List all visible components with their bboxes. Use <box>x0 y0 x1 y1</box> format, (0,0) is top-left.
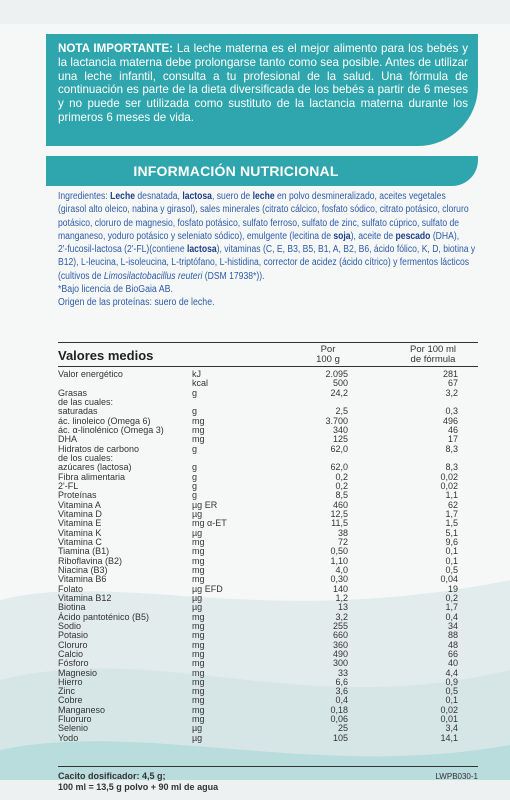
value-per-100g: 13 <box>337 602 348 613</box>
value-per-100ml: 1,5 <box>445 518 458 529</box>
nutrient-name: Cobre <box>58 695 83 706</box>
nutrient-unit: mg <box>192 686 205 697</box>
nutrient-unit: g <box>192 471 198 482</box>
value-per-100g: 2.095 <box>325 369 348 379</box>
table-row <box>58 379 478 388</box>
ingredients-segment: 2'-fucosil-lactosa (2'-FL)(contiene <box>58 244 187 256</box>
value-per-100ml: 0,1 <box>445 546 458 557</box>
nutrient-name: Fósforo <box>58 658 89 669</box>
nutrient-name: Vitamina K <box>58 527 102 538</box>
nutrient-name: de las cuales: <box>58 396 114 407</box>
important-notice-text <box>58 42 468 125</box>
nutrient-name: Proteínas <box>58 490 97 501</box>
nutrient-unit: g <box>192 490 198 501</box>
value-per-100g: 25 <box>337 723 348 734</box>
value-per-100ml: 67 <box>447 378 458 389</box>
value-per-100g: 255 <box>332 620 348 631</box>
ingredients-segment: (DSM 17938*)). <box>202 270 265 282</box>
ingredients-segment: manganeso, yoduro potásico y seleniato sódico), emulgente (lecitina de <box>58 230 334 242</box>
value-per-100ml: 66 <box>447 648 458 659</box>
nutrient-unit: µg <box>192 602 203 613</box>
table-row <box>58 622 478 631</box>
value-per-100ml: 0,1 <box>445 695 458 706</box>
notice-body: La leche materna es el mejor alimento para los bebés y la lactancia materna debe prolongarse tanto como sea posible. Antes de utilizar una leche infantil, consulta a tu profesional de la salud. Una fórmula de continuación es parte de la dieta diversificada de los bebés a partir de 6 meses y no puede ser utilizada como sustituto de la lactancia materna durante los primeros 6 meses de vida. <box>58 42 468 124</box>
col-per-100g-header <box>298 345 358 365</box>
table-top-rule <box>58 342 478 343</box>
preparation-note: 100 ml = 13,5 g polvo + 90 ml de agua <box>58 782 219 792</box>
table-row <box>58 557 478 566</box>
table-row <box>58 678 478 687</box>
value-per-100ml: 0,3 <box>445 406 458 417</box>
nutrient-name: Vitamina B6 <box>58 574 107 585</box>
ingredients-segment: Limosilactobacillus reuteri <box>103 270 203 282</box>
nutrient-unit: g <box>192 443 198 454</box>
value-per-100g: 0,30 <box>330 574 348 585</box>
nutrient-unit: mg <box>192 424 205 435</box>
license-note: *Bajo licencia de BioGaia AB. <box>58 284 173 295</box>
value-per-100g: 8,5 <box>335 490 348 501</box>
ingredients-segment: ), vitaminas (C, E, B3, B5, B1, A, B2, B6, ácido fólico, K, D, biotina y <box>216 244 476 256</box>
value-per-100g: 0,4 <box>335 695 348 706</box>
value-per-100g: 660 <box>332 630 348 641</box>
table-body <box>58 370 478 743</box>
value-per-100ml: 0,9 <box>445 676 458 687</box>
value-per-100g: 33 <box>337 667 348 678</box>
value-per-100g: 38 <box>337 527 348 538</box>
value-per-100ml: 8,3 <box>445 443 458 454</box>
allergen-highlight: pescado <box>395 230 431 242</box>
section-title-bar <box>46 156 478 186</box>
nutrient-unit: mg <box>192 658 205 669</box>
nutrient-unit: mg <box>192 695 205 706</box>
nutrient-unit: mg α-ET <box>192 518 227 529</box>
table-header-rule <box>58 366 478 367</box>
nutrient-unit: g <box>192 387 198 398</box>
nutrient-unit: µg EFD <box>192 583 223 594</box>
value-per-100ml: 5,1 <box>445 527 458 538</box>
nutrient-unit: mg <box>192 630 205 641</box>
value-per-100ml: 281 <box>442 369 458 379</box>
ingredients-line <box>58 203 478 216</box>
nutrient-unit: mg <box>192 555 205 566</box>
nutrient-name: Vitamina A <box>58 499 101 510</box>
nutrient-unit: g <box>192 480 198 491</box>
ingredients-line <box>58 190 478 203</box>
ingredients-segment: (girasol alto oleico, nabina y girasol), sales minerales (citrato cálcico, fosfato sódico, citrato potásico, cloruro <box>58 204 469 216</box>
ingredients-line <box>58 256 478 269</box>
value-per-100ml: 1,7 <box>445 602 458 613</box>
value-per-100g: 500 <box>332 378 348 389</box>
nutrient-unit: kJ <box>192 369 201 379</box>
nutrient-unit: g <box>192 462 198 473</box>
important-notice-box <box>46 34 478 146</box>
table-row <box>58 613 478 622</box>
table-row <box>58 426 478 435</box>
nutrient-name: Vitamina E <box>58 518 102 529</box>
ingredients-text <box>58 190 478 283</box>
value-per-100ml: 34 <box>447 620 458 631</box>
table-row <box>58 659 478 668</box>
value-per-100ml: 1,1 <box>445 490 458 501</box>
ingredients-segment: desnatada, <box>134 191 183 202</box>
value-per-100g: 4,0 <box>335 564 348 575</box>
value-per-100ml: 1,7 <box>445 508 458 519</box>
nutrient-name: de los cuales: <box>58 452 114 463</box>
nutrient-name: Ácido pantoténico (B5) <box>58 611 150 622</box>
nutrient-unit: µg <box>192 723 203 734</box>
value-per-100ml: 9,6 <box>445 536 458 547</box>
nutrient-unit: mg <box>192 434 205 445</box>
value-per-100ml: 14,1 <box>440 732 458 743</box>
table-title: Valores medios <box>58 348 154 363</box>
value-per-100ml: 4,4 <box>445 667 458 678</box>
value-per-100g: 2,5 <box>335 406 348 417</box>
table-row <box>58 566 478 575</box>
nutrient-unit: mg <box>192 574 205 585</box>
nutrient-name: Fluoruro <box>58 714 92 725</box>
value-per-100g: 0,2 <box>335 471 348 482</box>
nutrient-name: Fibra alimentaria <box>58 471 126 482</box>
value-per-100g: 62,0 <box>330 443 348 454</box>
ingredients-segment: B12), L-leucina, L-isoleucina, L-triptófano, L-histidina, corrector de acidez (ácido cítrico) y fermentos lácticos <box>58 257 470 269</box>
col-per-100g-header-line: Por <box>320 344 336 355</box>
value-per-100ml: 0,1 <box>445 555 458 566</box>
nutrient-name: saturadas <box>58 406 98 417</box>
table-row <box>58 631 478 640</box>
value-per-100ml: 8,3 <box>445 462 458 473</box>
value-per-100ml: 3,2 <box>445 387 458 398</box>
value-per-100g: 11,5 <box>331 518 348 529</box>
nutrient-name: Cloruro <box>58 639 88 650</box>
value-per-100ml: 17 <box>447 434 458 445</box>
table-row <box>58 529 478 538</box>
ingredients-line <box>58 243 478 256</box>
ingredients-segment: Ingredientes: <box>58 191 111 202</box>
value-per-100ml: 62 <box>447 499 458 510</box>
allergen-highlight: Leche <box>110 191 135 202</box>
table-row <box>58 706 478 715</box>
product-code: LWPB030-1 <box>435 772 478 781</box>
col-per-100ml-header-line: de fórmula <box>410 354 456 365</box>
table-row <box>58 445 478 454</box>
value-per-100g: 24,2 <box>330 387 348 398</box>
nutrient-unit: kcal <box>192 378 209 389</box>
value-per-100g: 490 <box>332 648 348 659</box>
ingredients-segment: , suero de <box>211 191 253 202</box>
nutrient-name: Hierro <box>58 676 83 687</box>
protein-origin: Origen de las proteínas: suero de leche. <box>58 297 215 308</box>
table-row <box>58 389 478 398</box>
package-top-edge <box>0 0 510 24</box>
nutrient-name: Potasio <box>58 630 89 641</box>
nutrient-name: ác. linoleico (Omega 6) <box>58 415 151 426</box>
nutrient-unit: mg <box>192 648 205 659</box>
value-per-100ml: 46 <box>447 424 458 435</box>
nutrient-name: Vitamina B12 <box>58 592 112 603</box>
nutrient-name: Magnesio <box>58 667 98 678</box>
value-per-100ml: 0,5 <box>445 564 458 575</box>
value-per-100g: 460 <box>332 499 348 510</box>
table-row <box>58 538 478 547</box>
ingredients-line <box>58 217 478 230</box>
value-per-100g: 300 <box>332 658 348 669</box>
ingredients-line <box>58 230 478 243</box>
nutrient-unit: mg <box>192 611 205 622</box>
table-row <box>58 641 478 650</box>
nutrient-name: DHA <box>58 434 78 445</box>
col-per-100ml-header-line: Por 100 ml <box>410 344 456 355</box>
nutrient-name: Folato <box>58 583 84 594</box>
allergen-highlight: lactosa <box>187 244 217 256</box>
nutrient-unit: mg <box>192 676 205 687</box>
nutrient-unit: mg <box>192 714 205 725</box>
nutrient-unit: µg <box>192 732 203 743</box>
value-per-100ml: 48 <box>447 639 458 650</box>
nutrient-name: Grasas <box>58 387 88 398</box>
nutrient-unit: mg <box>192 667 205 678</box>
table-row <box>58 519 478 528</box>
table-row <box>58 734 478 743</box>
nutrient-name: Selenio <box>58 723 89 734</box>
value-per-100g: 6,6 <box>335 676 348 687</box>
nutrient-name: Niacina (B3) <box>58 564 108 575</box>
value-per-100g: 0,50 <box>330 546 348 557</box>
value-per-100g: 0,2 <box>335 480 348 491</box>
value-per-100ml: 19 <box>447 583 458 594</box>
value-per-100g: 12,5 <box>330 508 348 519</box>
allergen-highlight: soja <box>333 230 351 242</box>
nutrient-unit: g <box>192 406 198 417</box>
allergen-highlight: lactosa <box>182 191 212 202</box>
col-per-100ml-header <box>388 345 478 365</box>
value-per-100g: 0,06 <box>330 714 348 725</box>
nutrient-unit: mg <box>192 415 205 426</box>
value-per-100ml: 3,4 <box>445 723 458 734</box>
value-per-100g: 0,18 <box>330 704 348 715</box>
value-per-100ml: 0,02 <box>440 480 458 491</box>
table-row <box>58 510 478 519</box>
value-per-100ml: 0,4 <box>445 611 458 622</box>
nutrient-unit: mg <box>192 564 205 575</box>
table-row <box>58 501 478 510</box>
nutrient-name: Calcio <box>58 648 84 659</box>
value-per-100ml: 0,5 <box>445 686 458 697</box>
table-row <box>58 715 478 724</box>
value-per-100ml: 88 <box>447 630 458 641</box>
table-row <box>58 473 478 482</box>
value-per-100ml: 0,2 <box>445 592 458 603</box>
table-row <box>58 482 478 491</box>
table-row <box>58 650 478 659</box>
value-per-100ml: 496 <box>442 415 458 426</box>
ingredients-segment: ), aceite de <box>350 230 396 242</box>
table-row <box>58 370 478 379</box>
nutrient-name: azúcares (lactosa) <box>58 462 132 473</box>
table-row <box>58 687 478 696</box>
table-row <box>58 696 478 705</box>
table-bottom-rule <box>58 766 478 767</box>
value-per-100ml: 0,01 <box>440 714 458 725</box>
nutrient-unit: mg <box>192 620 205 631</box>
nutrient-name: Riboflavina (B2) <box>58 555 123 566</box>
value-per-100ml: 40 <box>447 658 458 669</box>
nutrient-name: Yodo <box>58 732 79 743</box>
nutrient-unit: µg <box>192 592 203 603</box>
nutrient-unit: µg ER <box>192 499 218 510</box>
value-per-100g: 105 <box>332 732 348 743</box>
ingredients-line <box>58 270 478 283</box>
nutrient-unit: µg <box>192 527 203 538</box>
table-row <box>58 491 478 500</box>
nutrient-name: Biotina <box>58 602 86 613</box>
value-per-100g: 125 <box>332 434 348 445</box>
value-per-100g: 3,6 <box>335 686 348 697</box>
nutrient-name: Hidratos de carbono <box>58 443 140 454</box>
table-row <box>58 585 478 594</box>
ingredients-segment: en polvo desmineralizado, aceites vegetales <box>274 191 446 202</box>
value-per-100g: 340 <box>332 424 348 435</box>
nutrient-unit: mg <box>192 639 205 650</box>
nutrient-unit: mg <box>192 704 205 715</box>
allergen-highlight: leche <box>252 191 275 202</box>
table-row <box>58 575 478 584</box>
scoop-note: Cacito dosificador: 4,5 g; <box>58 771 166 781</box>
value-per-100ml: 0,02 <box>440 704 458 715</box>
nutrient-name: Vitamina D <box>58 508 102 519</box>
table-row <box>58 398 478 407</box>
value-per-100g: 3.700 <box>325 415 348 426</box>
ingredients-segment: (cultivos de <box>58 270 104 282</box>
value-per-100g: 72 <box>337 536 348 547</box>
value-per-100g: 360 <box>332 639 348 650</box>
ingredients-segment: (DHA), <box>430 230 460 242</box>
table-row <box>58 724 478 733</box>
nutrient-name: Valor energético <box>58 369 123 379</box>
nutrient-unit: µg <box>192 508 203 519</box>
value-per-100g: 3,2 <box>335 611 348 622</box>
value-per-100g: 1,10 <box>330 555 348 566</box>
nutrient-name: Zinc <box>58 686 76 697</box>
value-per-100g: 140 <box>332 583 348 594</box>
nutrient-name: Tiamina (B1) <box>58 546 110 557</box>
nutrient-name: ác. α-linolénico (Omega 3) <box>58 424 164 435</box>
notice-heading: NOTA IMPORTANTE: <box>58 42 174 55</box>
value-per-100ml: 0,04 <box>440 574 458 585</box>
nutrient-unit: mg <box>192 536 205 547</box>
section-title: INFORMACIÓN NUTRICIONAL <box>133 163 339 179</box>
nutrient-name: Manganeso <box>58 704 106 715</box>
value-per-100g: 1,2 <box>335 592 348 603</box>
nutrient-unit: mg <box>192 546 205 557</box>
nutrient-name: Sodio <box>58 620 82 631</box>
table-footer <box>58 771 478 793</box>
col-per-100g-header-line: 100 g <box>316 354 340 365</box>
value-per-100g: 62,0 <box>330 462 348 473</box>
nutrient-name: 2'-FL <box>58 480 79 491</box>
ingredients-segment: potásico, cloruro de magnesio, fosfato potásico, sulfato ferroso, sulfato de zinc, sulfato cúprico, sulfato de <box>58 217 460 229</box>
nutrient-name: Vitamina C <box>58 536 102 547</box>
table-row <box>58 669 478 678</box>
table-row <box>58 594 478 603</box>
value-per-100ml: 0,02 <box>440 471 458 482</box>
